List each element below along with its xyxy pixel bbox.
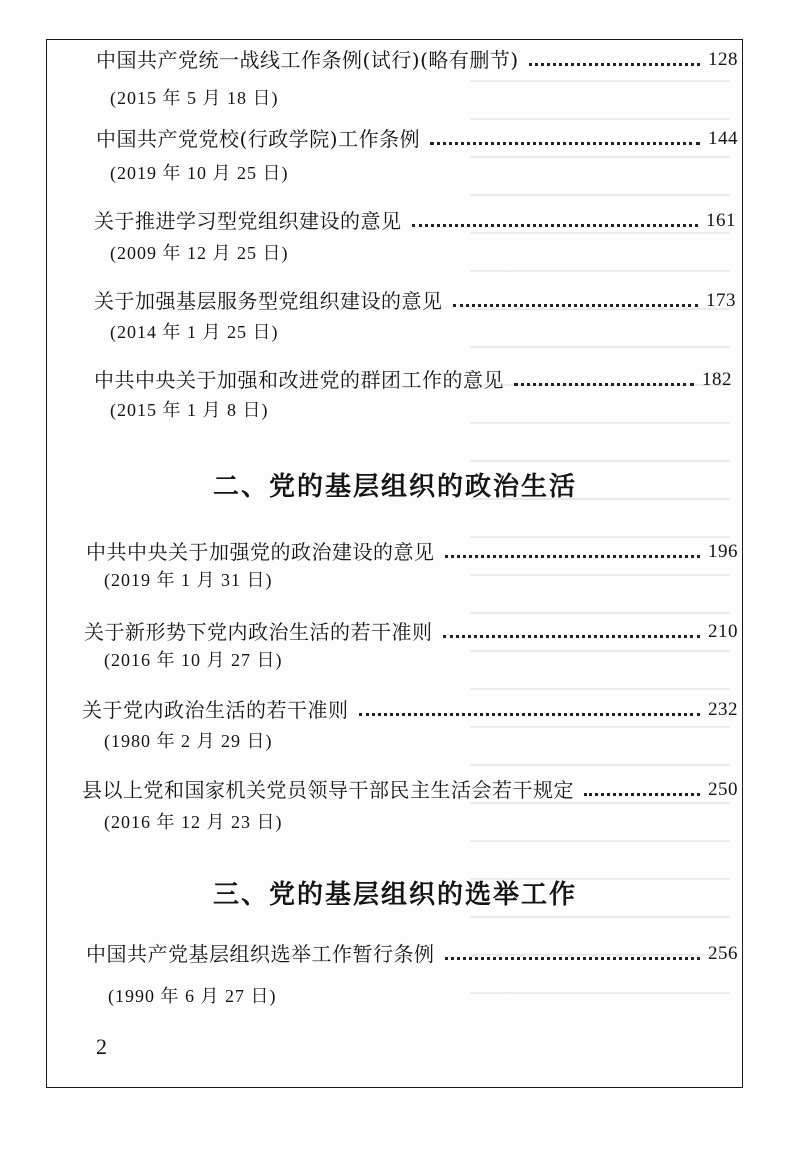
dot-leader bbox=[359, 713, 701, 716]
dot-leader bbox=[514, 383, 694, 386]
toc-entry-page: 196 bbox=[708, 541, 738, 562]
dot-leader bbox=[443, 635, 701, 638]
dot-leader bbox=[445, 957, 701, 960]
toc-entry-date: (2015 年 1 月 8 日) bbox=[110, 400, 269, 420]
toc-entry[interactable] bbox=[82, 772, 738, 802]
toc-entry-date: (2016 年 10 月 27 日) bbox=[104, 650, 283, 670]
toc-entry-page: 128 bbox=[708, 49, 738, 70]
toc-entry-title: 中国共产党党校(行政学院)工作条例 bbox=[96, 127, 421, 151]
toc-entry-date: (1980 年 2 月 29 日) bbox=[104, 731, 273, 751]
toc-entry[interactable] bbox=[86, 534, 738, 564]
toc-entry[interactable] bbox=[84, 614, 738, 644]
toc-entry-page: 173 bbox=[706, 290, 736, 311]
toc-entry-date: (2009 年 12 月 25 日) bbox=[110, 243, 289, 263]
dot-leader bbox=[584, 793, 700, 796]
toc-entry-date: (1990 年 6 月 27 日) bbox=[108, 986, 277, 1006]
toc-entry[interactable] bbox=[96, 42, 738, 72]
section-heading: 三、党的基层组织的选举工作 bbox=[212, 880, 577, 910]
toc-entry-title: 中共中央关于加强和改进党的群团工作的意见 bbox=[94, 368, 504, 392]
toc-entry-title: 中国共产党统一战线工作条例(试行)(略有删节) bbox=[96, 48, 519, 72]
toc-entry-title: 关于推进学习型党组织建设的意见 bbox=[94, 209, 402, 233]
toc-entry-page: 161 bbox=[706, 210, 736, 231]
toc-entry-date: (2019 年 1 月 31 日) bbox=[104, 570, 273, 590]
toc-entry[interactable] bbox=[94, 283, 736, 313]
toc-entry[interactable] bbox=[86, 936, 738, 966]
toc-entry-page: 210 bbox=[708, 621, 738, 642]
section-heading: 二、党的基层组织的政治生活 bbox=[212, 472, 577, 502]
toc-entry-date: (2019 年 10 月 25 日) bbox=[110, 163, 289, 183]
toc-entry[interactable] bbox=[94, 362, 732, 392]
toc-entry-page: 144 bbox=[708, 128, 738, 149]
dot-leader bbox=[529, 63, 700, 66]
toc-entry[interactable] bbox=[94, 203, 736, 233]
toc-entry[interactable] bbox=[96, 121, 738, 151]
toc-entry-page: 232 bbox=[708, 699, 738, 720]
toc-entry-date: (2015 年 5 月 18 日) bbox=[110, 88, 279, 108]
toc-entry-page: 182 bbox=[702, 369, 732, 390]
toc-entry-title: 关于新形势下党内政治生活的若干准则 bbox=[84, 620, 433, 644]
page-number: 2 bbox=[96, 1034, 107, 1059]
toc-entry-date: (2016 年 12 月 23 日) bbox=[104, 812, 283, 832]
toc-entry-page: 250 bbox=[708, 779, 738, 800]
toc-entry-date: (2014 年 1 月 25 日) bbox=[110, 322, 279, 342]
toc-entry-title: 关于加强基层服务型党组织建设的意见 bbox=[94, 289, 443, 313]
toc-entry-title: 县以上党和国家机关党员领导干部民主生活会若干规定 bbox=[82, 778, 574, 802]
toc-entry-title: 关于党内政治生活的若干准则 bbox=[82, 698, 349, 722]
toc-entry-title: 中共中央关于加强党的政治建设的意见 bbox=[86, 540, 435, 564]
toc-entry-title: 中国共产党基层组织选举工作暂行条例 bbox=[86, 942, 435, 966]
dot-leader bbox=[445, 555, 701, 558]
dot-leader bbox=[412, 224, 699, 227]
dot-leader bbox=[453, 304, 699, 307]
toc-entry[interactable] bbox=[82, 692, 738, 722]
dot-leader bbox=[430, 142, 700, 145]
toc-entry-page: 256 bbox=[708, 943, 738, 964]
